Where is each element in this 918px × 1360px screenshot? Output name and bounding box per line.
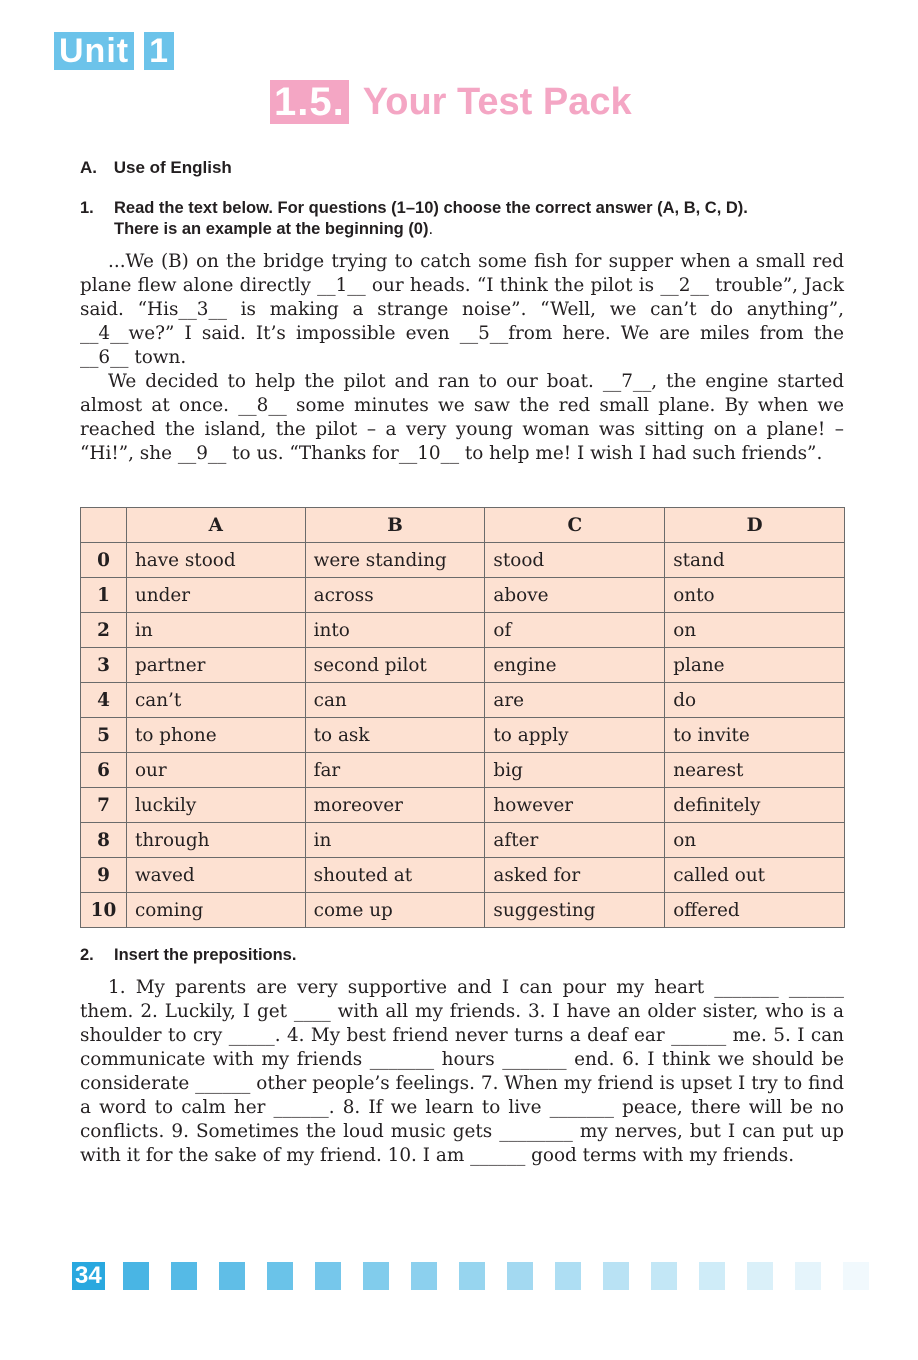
question-number: 2 [81,613,127,648]
task1-text [80,250,844,466]
option-d: offered [665,893,845,928]
task1-paragraph-1: ...We (B) on the bridge trying to catch some fish for supper when a small red plane flew alone directly __1__ our heads. “I think the pilot is __2__ trouble”, Jack said. “His__3__ is making a strange noise”. “Well, we can’t do anything”, __4__we?” I said. It’s impossible even __5__from here. We are miles from the __6__ town. [80,251,844,368]
option-b: can [305,683,485,718]
header-cell-b: B [305,508,485,543]
footer-square [171,1262,197,1290]
option-d: on [665,823,845,858]
question-number: 1 [81,578,127,613]
lesson-number: 1.5. [270,80,349,124]
option-c: engine [485,648,665,683]
task1-number: 1. [80,199,94,217]
question-number: 3 [81,648,127,683]
option-d: nearest [665,753,845,788]
option-c: of [485,613,665,648]
option-a: partner [126,648,305,683]
task1-instruction [80,198,850,240]
task2-instruction-text: Insert the prepositions. [114,946,297,964]
option-c: to apply [485,718,665,753]
option-d: on [665,613,845,648]
option-b: across [305,578,485,613]
lesson-title [270,80,632,124]
task1-instruction-line2-text: There is an example at the beginning (0) [114,220,429,238]
table-row [81,543,845,578]
question-number: 5 [81,718,127,753]
question-number: 7 [81,788,127,823]
option-c: however [485,788,665,823]
section-a-title: Use of English [113,158,232,177]
task1-instruction-line2-period: . [428,220,434,238]
header-cell-blank [81,508,127,543]
option-a: through [126,823,305,858]
option-a: in [126,613,305,648]
footer-square [795,1262,821,1290]
table-row [81,718,845,753]
footer-decoration [123,1262,891,1290]
table-row [81,823,845,858]
option-c: are [485,683,665,718]
question-number: 4 [81,683,127,718]
footer-square [459,1262,485,1290]
option-a: our [126,753,305,788]
question-number: 6 [81,753,127,788]
option-b: far [305,753,485,788]
table-row [81,788,845,823]
question-number: 8 [81,823,127,858]
option-b: in [305,823,485,858]
table-row [81,753,845,788]
header-cell-c: C [485,508,665,543]
option-a: waved [126,858,305,893]
table-row [81,893,845,928]
option-b: to ask [305,718,485,753]
option-c: stood [485,543,665,578]
task1-instruction-line1: Read the text below. For questions (1–10) choose the correct answer (A, B, C, D). [114,199,748,217]
footer-square [507,1262,533,1290]
option-d: definitely [665,788,845,823]
task1-instruction-line2 [80,219,850,240]
option-d: do [665,683,845,718]
section-a-label: A. [80,158,97,177]
table-row [81,648,845,683]
footer-square [555,1262,581,1290]
option-a: luckily [126,788,305,823]
options-table [80,507,845,928]
footer-square [843,1262,869,1290]
option-d: plane [665,648,845,683]
option-c: after [485,823,665,858]
option-a: to phone [126,718,305,753]
unit-badge [54,32,174,70]
lesson-title-text: Your Test Pack [362,80,632,123]
question-number: 10 [81,893,127,928]
question-number: 9 [81,858,127,893]
footer-square [747,1262,773,1290]
option-b: moreover [305,788,485,823]
footer-square [411,1262,437,1290]
task2-instruction [80,945,850,966]
table-row [81,683,845,718]
option-c: big [485,753,665,788]
option-d: called out [665,858,845,893]
footer-square [699,1262,725,1290]
question-number: 0 [81,543,127,578]
option-a: under [126,578,305,613]
footer-square [651,1262,677,1290]
option-c: above [485,578,665,613]
footer-square [363,1262,389,1290]
option-d: onto [665,578,845,613]
task2-exercise-text: 1. My parents are very supportive and I can pour my heart _______ ______ them. 2. Luckily, I get ____ with all my friends. 3. I have an older sister, who is a shoulder to cry _____. 4. My best friend never turns a deaf ear ______ me. 5. I can communicate with my friends _______ hours _______ end. 6. I think we should be considerate ______ other people’s feelings. 7. When my friend is upset I try to find a word to calm her ______. 8. If we learn to live _______ peace, there will be no conflicts. 9. Sometimes the loud music gets ________ my nerves, but I can put up with it for the sake of my friend. 10. I am ______ good terms with my friends. [80,977,844,1166]
unit-number: 1 [144,32,174,70]
header-cell-d: D [665,508,845,543]
header-cell-a: A [126,508,305,543]
footer-square [219,1262,245,1290]
option-b: were standing [305,543,485,578]
option-d: stand [665,543,845,578]
task2-text [80,976,844,1168]
footer-square [603,1262,629,1290]
option-b: shouted at [305,858,485,893]
page-number: 34 [72,1262,105,1290]
section-a-heading [80,158,232,178]
task2-number: 2. [80,946,94,964]
option-b: second pilot [305,648,485,683]
option-a: can’t [126,683,305,718]
option-b: into [305,613,485,648]
option-c: suggesting [485,893,665,928]
table-row [81,578,845,613]
table-row [81,613,845,648]
option-b: come up [305,893,485,928]
footer-square [123,1262,149,1290]
table-row [81,858,845,893]
option-d: to invite [665,718,845,753]
options-header-row [81,508,845,543]
option-a: coming [126,893,305,928]
unit-word: Unit [54,32,134,70]
page-footer [72,1262,891,1290]
task1-paragraph-2: We decided to help the pilot and ran to our boat. __7__, the engine started almost at once. __8__ some minutes we saw the red small plane. By when we reached the island, the pilot – a very young woman was sitting on a plane! – “Hi!”, she __9__ to us. “Thanks for__10__ to help me! I wish I had such friends”. [80,371,844,464]
option-a: have stood [126,543,305,578]
footer-square [267,1262,293,1290]
footer-square [315,1262,341,1290]
option-c: asked for [485,858,665,893]
